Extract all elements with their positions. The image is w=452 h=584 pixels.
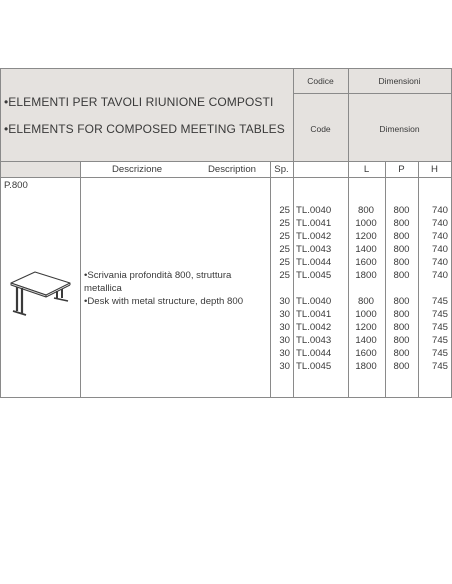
cell-sp: 25 [279, 231, 290, 242]
desk-illustration [8, 268, 72, 320]
cell-code: TL.0040 [296, 296, 332, 307]
price-table [0, 68, 452, 398]
cell-sp: 30 [279, 348, 290, 359]
item-desc-english: •Desk with metal structure, depth 800 [84, 296, 244, 307]
col-description: Description [208, 164, 256, 175]
section-label: P.800 [4, 180, 28, 191]
dimensioni-label: Dimensioni [378, 76, 421, 86]
cell-p: 800 [393, 244, 410, 255]
cell-l: 1800 [355, 270, 377, 281]
cell-p: 800 [393, 322, 410, 333]
col-descrizione: Descrizione [112, 164, 163, 175]
cell-sp: 25 [279, 205, 290, 216]
cell-h: 740 [431, 205, 448, 216]
cell-p: 800 [393, 309, 410, 320]
cell-code: TL.0041 [296, 218, 332, 229]
cell-code: TL.0042 [296, 231, 332, 242]
rule-code-left [293, 68, 294, 398]
cell-h: 745 [431, 361, 448, 372]
rule-left [0, 68, 1, 398]
cell-l: 1800 [355, 361, 377, 372]
cell-sp: 30 [279, 296, 290, 307]
cell-h: 740 [431, 270, 448, 281]
cell-p: 800 [393, 205, 410, 216]
cell-p: 800 [393, 361, 410, 372]
rule-header-mid [293, 93, 452, 94]
cell-p: 800 [393, 348, 410, 359]
cell-p: 800 [393, 257, 410, 268]
cell-code: TL.0040 [296, 205, 332, 216]
cell-code: TL.0045 [296, 270, 332, 281]
cell-l: 1200 [355, 322, 377, 333]
cell-code: TL.0043 [296, 335, 332, 346]
col-h: H [431, 164, 438, 175]
cell-sp: 25 [279, 244, 290, 255]
rule-desc-left [80, 161, 81, 398]
cell-sp: 25 [279, 257, 290, 268]
item-desc-italian-2: metallica [84, 283, 122, 294]
cell-p: 800 [393, 296, 410, 307]
col-sp: Sp. [274, 164, 289, 175]
cell-h: 745 [431, 335, 448, 346]
cell-l: 1400 [355, 244, 377, 255]
cell-p: 800 [393, 218, 410, 229]
cell-code: TL.0044 [296, 348, 332, 359]
cell-p: 800 [393, 231, 410, 242]
cell-sp: 25 [279, 218, 290, 229]
cell-h: 745 [431, 322, 448, 333]
cell-code: TL.0043 [296, 244, 332, 255]
cell-l: 800 [357, 296, 374, 307]
cell-l: 1000 [355, 218, 377, 229]
codice-label: Codice [307, 76, 334, 86]
cell-code: TL.0041 [296, 309, 332, 320]
title-english: •ELEMENTS FOR COMPOSED MEETING TABLES [4, 122, 285, 136]
cell-sp: 30 [279, 322, 290, 333]
cell-l: 1600 [355, 348, 377, 359]
cell-sp: 30 [279, 309, 290, 320]
cell-h: 745 [431, 348, 448, 359]
cell-code: TL.0045 [296, 361, 332, 372]
title-italian: •ELEMENTI PER TAVOLI RIUNIONE COMPOSTI [4, 95, 274, 109]
cell-l: 1000 [355, 309, 377, 320]
cell-l: 1200 [355, 231, 377, 242]
col-l: L [363, 164, 370, 175]
cell-l: 1600 [355, 257, 377, 268]
cell-h: 740 [431, 231, 448, 242]
cell-h: 740 [431, 257, 448, 268]
dimension-label: Dimension [379, 124, 420, 134]
cell-h: 740 [431, 244, 448, 255]
cell-sp: 25 [279, 270, 290, 281]
cell-code: TL.0042 [296, 322, 332, 333]
cell-sp: 30 [279, 361, 290, 372]
cell-code: TL.0044 [296, 257, 332, 268]
col-p: P [398, 164, 405, 175]
code-label: Code [310, 124, 331, 134]
cell-p: 800 [393, 270, 410, 281]
cell-l: 800 [357, 205, 374, 216]
cell-l: 1400 [355, 335, 377, 346]
cell-p: 800 [393, 335, 410, 346]
cell-h: 740 [431, 218, 448, 229]
cell-sp: 30 [279, 335, 290, 346]
item-desc-italian-1: •Scrivania profondità 800, struttura [84, 270, 232, 281]
cell-h: 745 [431, 309, 448, 320]
rule-top [0, 68, 452, 69]
column-header-band [0, 161, 80, 177]
cell-h: 745 [431, 296, 448, 307]
